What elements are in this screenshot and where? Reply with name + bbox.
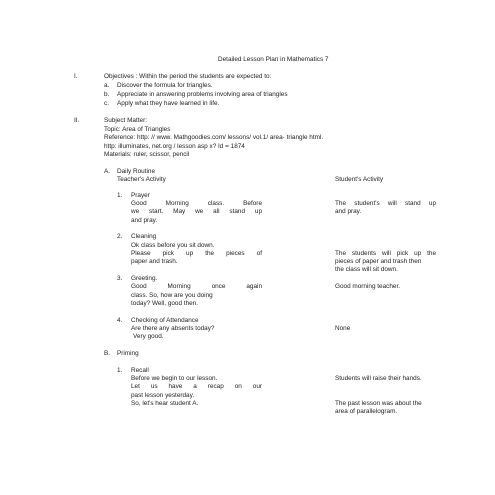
subject-matter-heading: Subject Matter: bbox=[104, 117, 147, 124]
routine-number: 2. bbox=[117, 233, 123, 240]
teacher-line: past lesson yesterday. bbox=[131, 392, 195, 399]
teacher-line: class. So, how are you doing bbox=[131, 292, 213, 299]
document-title: Detailed Lesson Plan in Mathematics 7 bbox=[218, 56, 329, 63]
student-line: The past lesson was about the bbox=[335, 400, 422, 407]
teacher-line: Ok class before you sit down. bbox=[131, 242, 215, 249]
teacher-column-header: Teacher's Activity bbox=[117, 176, 166, 183]
routine-title: Prayer bbox=[131, 192, 150, 199]
routine-number: 4. bbox=[117, 317, 123, 324]
teacher-line: Please pick up the pieces of bbox=[131, 250, 262, 257]
section-numeral-subject-matter: II. bbox=[74, 117, 80, 124]
teacher-line: So, let's hear student A. bbox=[131, 400, 199, 407]
student-line: and pray. bbox=[335, 208, 362, 215]
teacher-line: Are there any absents today? bbox=[131, 325, 215, 332]
student-line: the class will sit down. bbox=[335, 266, 398, 273]
reference-line: Reference: http: // www. Mathgoodies.com/ lessons/ vol.1/ area- triangle html. bbox=[104, 134, 324, 141]
objective-text: Appreciate in answering problems involving area of triangles bbox=[117, 91, 288, 98]
student-line: Good morning teacher. bbox=[335, 283, 401, 290]
objectives-heading: Objectives : Within the period the students are expected to: bbox=[104, 73, 272, 80]
reference-line: http: illuminates, net.org / lesson asp x? Id = 1874 bbox=[104, 143, 245, 150]
materials-line: Materials: ruler, scissor, pencil bbox=[104, 151, 190, 158]
student-line: None bbox=[335, 325, 351, 332]
teacher-line: Good Morning class. Before bbox=[131, 200, 262, 207]
teacher-line: today? Well, good then. bbox=[131, 300, 199, 307]
teacher-line: and pray. bbox=[131, 217, 158, 224]
objective-text: Discover the formula for triangles. bbox=[117, 82, 213, 89]
student-line: pieces of paper and trash then bbox=[335, 258, 422, 265]
teacher-line: paper and trash. bbox=[131, 258, 178, 265]
student-line: The students will pick up the bbox=[335, 250, 436, 257]
student-column-header: Student's Activity bbox=[335, 176, 384, 183]
routine-number: 3. bbox=[117, 275, 123, 282]
objective-letter: b. bbox=[104, 91, 110, 98]
topic-line: Topic: Area of Triangles bbox=[104, 126, 171, 133]
teacher-line: Let us have a recap on our bbox=[131, 383, 262, 390]
objective-text: Apply what they have learned in life. bbox=[117, 100, 220, 107]
subsection-letter: B. bbox=[104, 350, 111, 357]
routine-number: 1. bbox=[117, 192, 123, 199]
student-line: area of parallelogram. bbox=[335, 408, 398, 415]
daily-routine-heading: Daily Routine bbox=[117, 168, 156, 175]
routine-title: Greeting. bbox=[131, 275, 158, 282]
teacher-line: Before we begin to our lesson. bbox=[131, 375, 218, 382]
routine-title: Cleaning bbox=[131, 233, 157, 240]
subsection-letter: A. bbox=[104, 168, 111, 175]
student-line: Students will raise their hands. bbox=[335, 375, 422, 382]
teacher-line: we start. May we all stand up bbox=[131, 208, 262, 215]
routine-number: 1. bbox=[117, 367, 123, 374]
routine-title: Checking of Attendance bbox=[131, 317, 199, 324]
objective-letter: c. bbox=[104, 100, 109, 107]
teacher-line: Very good. bbox=[133, 333, 164, 340]
priming-heading: Priming bbox=[117, 350, 139, 357]
section-numeral-objectives: I. bbox=[74, 73, 78, 80]
teacher-line: Good Morning once again bbox=[131, 283, 262, 290]
student-line: The student's will stand up bbox=[335, 200, 436, 207]
routine-title: Recall bbox=[131, 367, 149, 374]
objective-letter: a. bbox=[104, 82, 110, 89]
